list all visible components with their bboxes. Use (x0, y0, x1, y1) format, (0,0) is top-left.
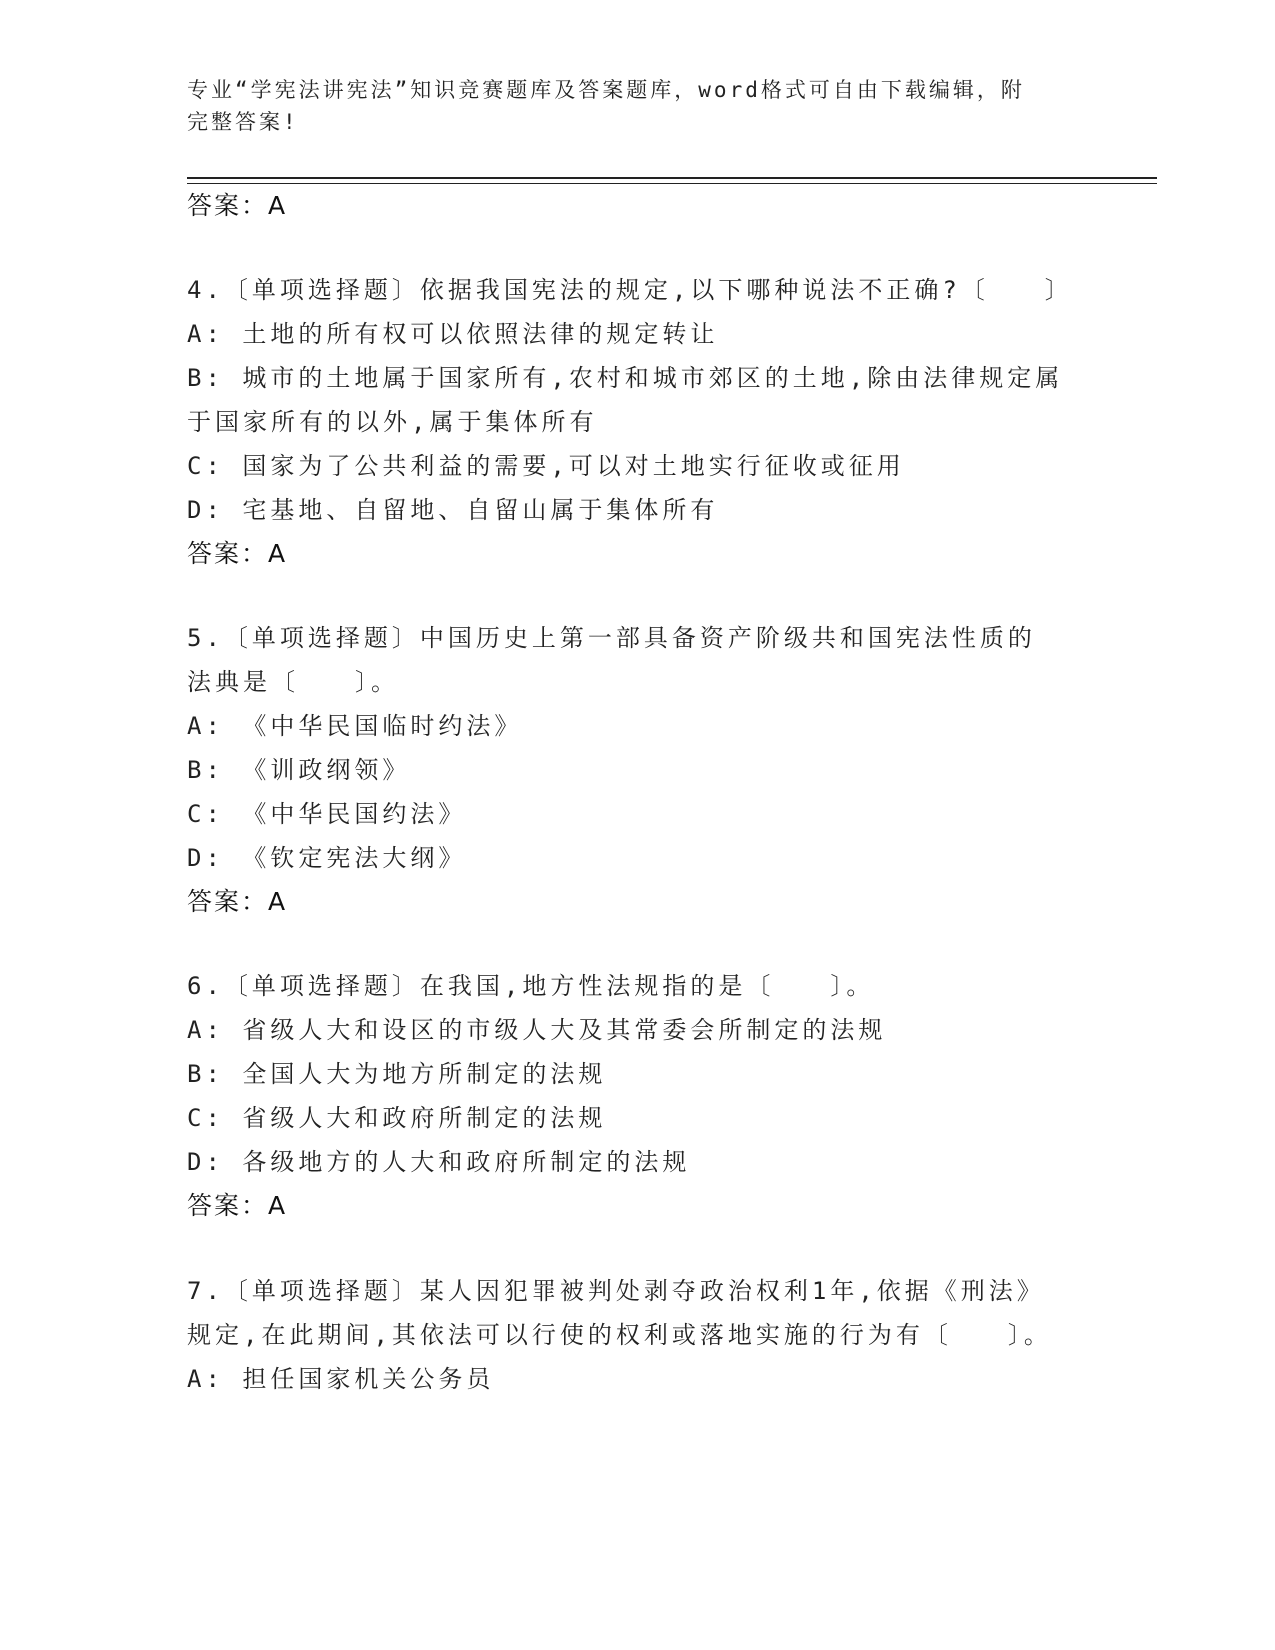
q4-option-a: A: 土地的所有权可以依照法律的规定转让 (187, 320, 719, 348)
q4-stem: 4.〔单项选择题〕依据我国宪法的规定,以下哪种说法不正确?〔 〕 (187, 276, 1073, 304)
q5-option-a: A: 《中华民国临时约法》 (187, 712, 523, 740)
q5-option-c: C: 《中华民国约法》 (187, 800, 467, 828)
answer-q3: 答案：A (187, 191, 288, 220)
q4-option-b-line2: 于国家所有的以外,属于集体所有 (187, 408, 598, 436)
document-header (187, 74, 1087, 138)
header-line-1: 专业“学宪法讲宪法”知识竞赛题库及答案题库，word格式可自由下载编辑，附 (187, 78, 1025, 102)
q5-stem-line1: 5.〔单项选择题〕中国历史上第一部具备资产阶级共和国宪法性质的 (187, 624, 1036, 652)
answer-q6: 答案：A (187, 1191, 288, 1220)
q5-stem-line2: 法典是〔 〕。 (187, 668, 399, 696)
q6-option-a: A: 省级人大和设区的市级人大及其常委会所制定的法规 (187, 1016, 887, 1044)
answer-q4: 答案：A (187, 539, 288, 568)
q7-stem-line2: 规定,在此期间,其依法可以行使的权利或落地实施的行为有〔 〕。 (187, 1321, 1052, 1349)
q6-option-b: B: 全国人大为地方所制定的法规 (187, 1060, 607, 1088)
answer-q5: 答案：A (187, 887, 288, 916)
q7-option-a: A: 担任国家机关公务员 (187, 1365, 495, 1393)
q6-stem: 6.〔单项选择题〕在我国,地方性法规指的是〔 〕。 (187, 972, 875, 1000)
q6-option-c: C: 省级人大和政府所制定的法规 (187, 1104, 607, 1132)
q5-option-d: D: 《钦定宪法大纲》 (187, 844, 467, 872)
header-line-2: 完整答案! (187, 110, 299, 134)
q5-option-b: B: 《训政纲领》 (187, 756, 411, 784)
q4-option-d: D: 宅基地、自留地、自留山属于集体所有 (187, 496, 719, 524)
q4-option-b-line1: B: 城市的土地属于国家所有,农村和城市郊区的土地,除由法律规定属 (187, 364, 1064, 392)
q4-option-c: C: 国家为了公共利益的需要,可以对土地实行征收或征用 (187, 452, 905, 480)
q7-stem-line1: 7.〔单项选择题〕某人因犯罪被判处剥夺政治权利1年,依据《刑法》 (187, 1277, 1045, 1305)
q6-option-d: D: 各级地方的人大和政府所制定的法规 (187, 1148, 691, 1176)
header-divider-thin (187, 183, 1157, 184)
header-divider-thick (187, 177, 1157, 179)
